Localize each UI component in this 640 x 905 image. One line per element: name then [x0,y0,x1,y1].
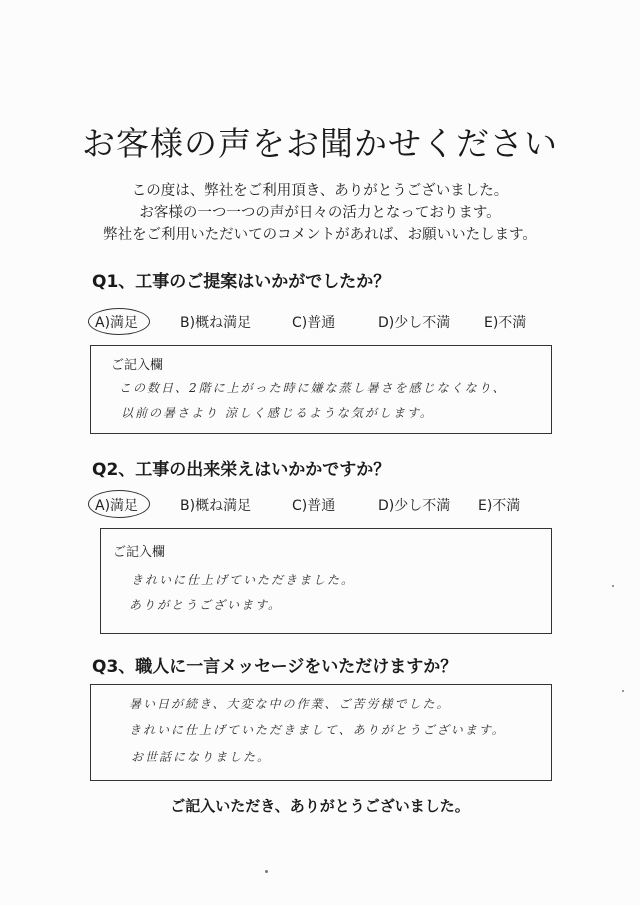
q1-choice-a: A)満足 [95,315,139,331]
question-2: Q2、工事の出来栄えはいかかですか？ [92,460,391,480]
question-3: Q3、職人に一言メッセージをいただけますか？ [92,657,458,677]
q2-comment-box [100,528,552,634]
q3-handwritten-line: お世話になりました。 [131,750,272,764]
question-1: Q1、工事のご提案はいかがでしたか？ [92,272,391,292]
q1-handwritten-line: この数日、2階に上がった時に嫌な蒸し暑さを感じなくなり、 [119,381,507,395]
q2-choice-d: D)少し不満 [378,498,451,514]
q1-choice-e: E)不満 [484,315,527,331]
q2-handwritten-line: ありがとうございます。 [129,598,283,612]
intro-line: 弊社をご利用いただいてのコメントがあれば、お願いいたします。 [103,227,537,243]
intro-line: この度は、弊社をご利用頂き、ありがとうございました。 [131,183,509,199]
q1-choice-c: C)普通 [292,315,336,331]
intro-line: お客様の一つ一つの声が日々の活力となっております。 [139,205,501,221]
q2-choice-e: E)不満 [478,498,521,514]
intro-text [0,180,640,246]
scan-speck [265,870,268,873]
q2-handwritten-line: きれいに仕上げていただきました。 [131,573,356,587]
q3-handwritten-line: きれいに仕上げていただきまして、ありがとうございます。 [129,723,506,737]
scan-speck [612,585,614,587]
q1-box-label: ご記入欄 [111,358,164,373]
q1-handwritten-line: 以前の暑さより 涼しく感じるような気がします。 [121,406,434,420]
q2-choice-c: C)普通 [292,498,336,514]
q3-message-box [90,684,552,781]
page-title: お客様の声をお聞かせください [82,124,558,163]
scan-speck [622,690,624,692]
q3-handwritten-line: 暑い日が続き、大変な中の作業、ご苦労様でした。 [129,697,451,711]
q1-choice-b: B)概ね満足 [180,315,252,331]
q2-choice-a: A)満足 [95,498,139,514]
q1-comment-box [90,345,552,434]
closing-message: ご記入いただき、ありがとうございました。 [170,797,470,815]
q2-choice-b: B)概ね満足 [180,498,252,514]
q2-box-label: ご記入欄 [113,545,166,560]
q1-choice-d: D)少し不満 [378,315,451,331]
